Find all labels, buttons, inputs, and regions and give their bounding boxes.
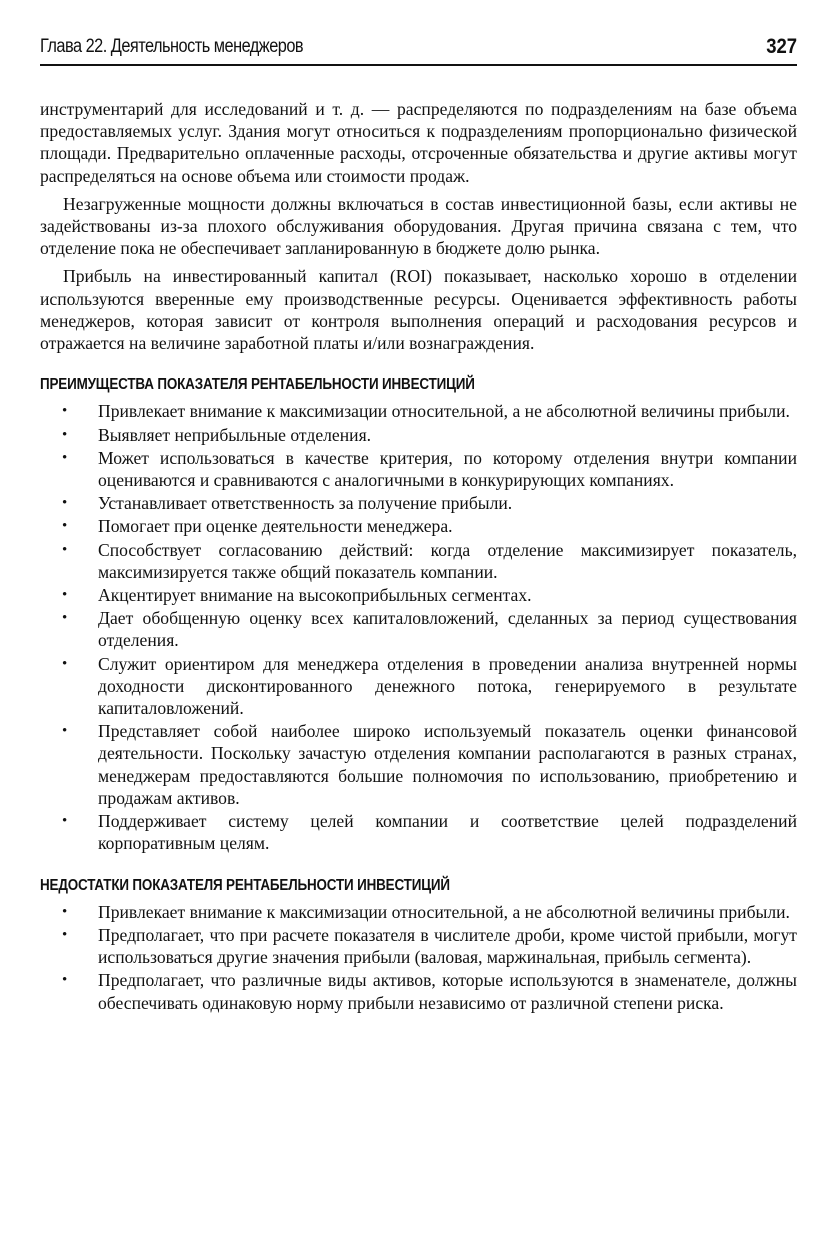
bullet-icon: • xyxy=(62,926,68,943)
disadvantages-list xyxy=(40,901,797,1014)
advantages-list xyxy=(40,400,797,854)
chapter-title: Глава 22. Деятельность менеджеров xyxy=(40,36,304,57)
list-item: • Выявляет неприбыльные отделения. xyxy=(62,424,372,445)
bullet-icon: • xyxy=(62,655,68,672)
bullet-icon: • xyxy=(62,518,68,535)
list-item: • Может использоваться в качестве критерия, по которому отделения внутри компании оцениваются и сравниваются с аналогичными в конкурирующих компаниях. xyxy=(62,447,797,491)
paragraph-continued: инструментарий для исследований и т. д. — распределяются по подразделениям на базе объема предоставляемых услуг. Здания могут относиться к подразделениям пропорционально физической площади. Предварительно оплаченные расходы, отсроченные обязательства и другие активы могут распределяться на основе объема или стоимости продаж. xyxy=(40,99,797,186)
list-item: • Дает обобщенную оценку всех капиталовложений, сделанных за период существования отделения. xyxy=(62,608,797,651)
page-number: 327 xyxy=(766,35,797,58)
advantages-heading: ПРЕИМУЩЕСТВА ПОКАЗАТЕЛЯ РЕНТАБЕЛЬНОСТИ ИНВЕСТИЦИЙ xyxy=(40,376,475,394)
bullet-icon: • xyxy=(62,813,68,830)
body-text xyxy=(40,98,797,1015)
bullet-icon: • xyxy=(62,587,68,604)
bullet-icon: • xyxy=(62,449,68,466)
list-item: • Представляет собой наиболее широко используемый показатель оценки финансовой деятельности. Поскольку зачастую отделения компании располагаются в разных странах, менеджерам предоставляются большие полномочия по использованию, приобретению и продажам активов. xyxy=(62,721,797,808)
list-item: • Помогает при оценке деятельности менеджера. xyxy=(62,516,453,537)
list-item: • Предполагает, что при расчете показателя в числителе дроби, кроме чистой прибыли, могут использоваться другие значения прибыли (валовая, маржинальная, прибыль сегмента). xyxy=(62,924,797,968)
bullet-icon: • xyxy=(62,610,68,627)
disadvantages-heading: НЕДОСТАТКИ ПОКАЗАТЕЛЯ РЕНТАБЕЛЬНОСТИ ИНВЕСТИЦИЙ xyxy=(40,876,450,894)
list-item: • Привлекает внимание к максимизации относительной, а не абсолютной величины прибыли. xyxy=(62,401,790,422)
paragraph-roi: Прибыль на инвестированный капитал (ROI) показывает, насколько хорошо в отделении используются вверенные ему производственные ресурсы. Оценивается эффективность работы менеджеров, которая зависит от контроля выполнения операций и расходования ресурсов и отражается на величине заработной платы и/или вознаграждения. xyxy=(40,266,797,354)
bullet-icon: • xyxy=(62,972,68,989)
list-item: • Служит ориентиром для менеджера отделения в проведении анализа внутренней нормы доходности дисконтированного денежного потока, генерируемого в результате капиталовложений. xyxy=(62,653,797,719)
bullet-icon: • xyxy=(62,403,68,420)
bullet-icon: • xyxy=(62,495,68,512)
paragraph-idle-capacity: Незагруженные мощности должны включаться в состав инвестиционной базы, если активы не задействованы из-за плохого обслуживания оборудования. Другая причина связана с тем, что отделение пока не обеспечивает запланированную в бюджете долю рынка. xyxy=(40,193,797,259)
list-item: • Предполагает, что различные виды активов, которые используются в знаменателе, должны обеспечивать одинаковую норму прибыли независимо от различной степени риска. xyxy=(62,970,797,1013)
bullet-icon: • xyxy=(62,426,68,443)
list-item: • Способствует согласованию действий: когда отделение максимизирует показатель, максимизируется также общий показатель компании. xyxy=(62,539,797,582)
list-item: • Устанавливает ответственность за получение прибыли. xyxy=(62,493,513,514)
bullet-icon: • xyxy=(62,903,68,920)
bullet-icon: • xyxy=(62,723,68,740)
running-header xyxy=(40,34,797,66)
bullet-icon: • xyxy=(62,541,68,558)
list-item: • Поддерживает систему целей компании и соответствие целей подразделений корпоративным целям. xyxy=(62,811,797,854)
list-item: • Акцентирует внимание на высокоприбыльных сегментах. xyxy=(62,585,532,606)
list-item: • Привлекает внимание к максимизации относительной, а не абсолютной величины прибыли. xyxy=(62,901,790,922)
